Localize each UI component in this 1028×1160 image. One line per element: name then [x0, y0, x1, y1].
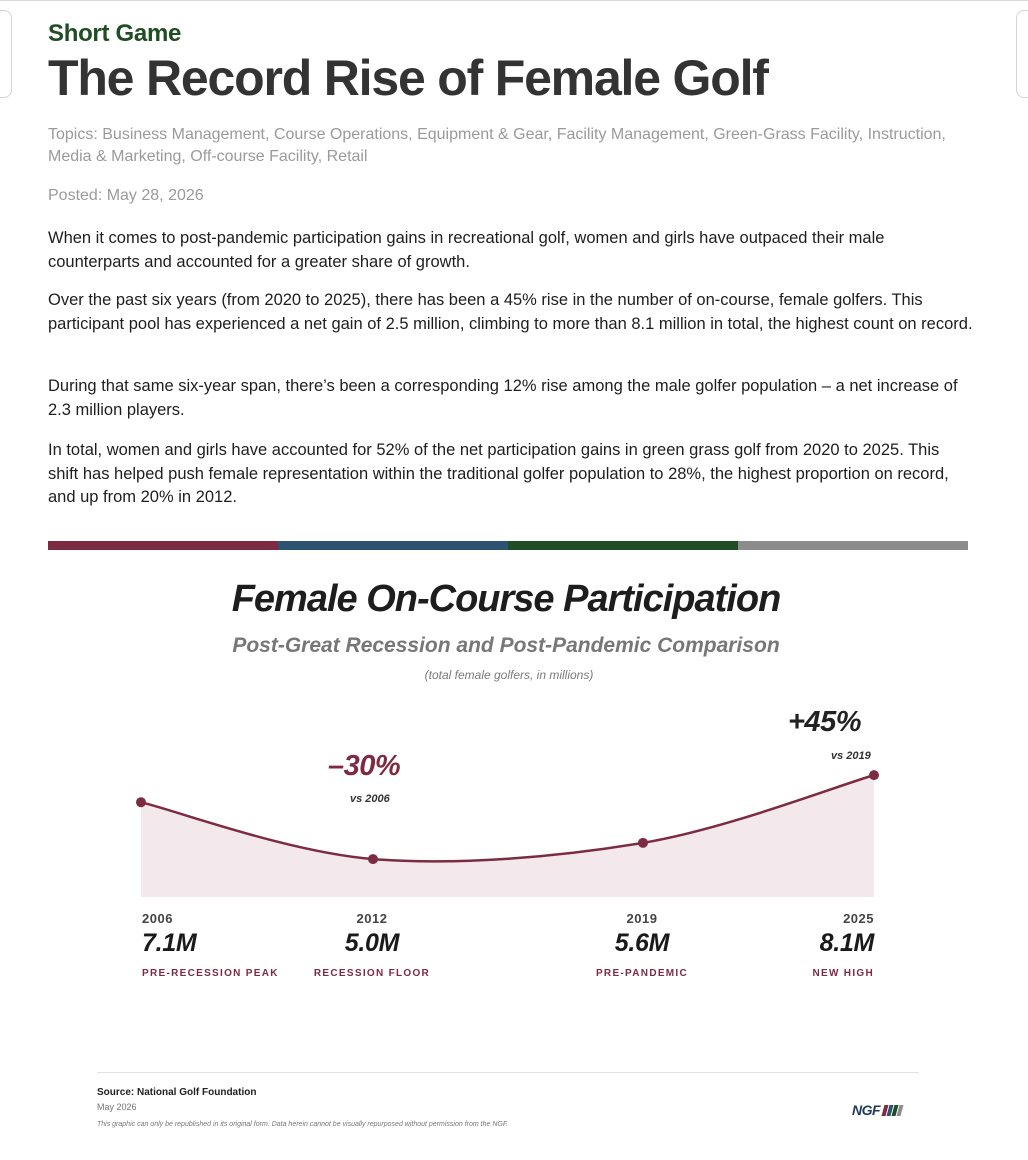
chart-date: May 2026: [97, 1102, 137, 1112]
data-point-2012: [368, 854, 378, 864]
chart-disclaimer: This graphic can only be republished in its original form. Data herein cannot be visually repurposed without permission from the NGF.: [97, 1121, 509, 1128]
article-kicker[interactable]: Short Game: [48, 20, 182, 47]
stat-label: PRE-PANDEMIC: [595, 968, 689, 979]
stat-2025: [740, 911, 874, 979]
article-paragraph: In total, women and girls have accounted for 52% of the net participation gains in green grass golf from 2020 to 2025. This shift has helped push female representation within the traditional golfer population to 28%, the highest proportion on record, and up from 20% in 2012.: [48, 441, 949, 506]
article-posted-date: Posted: May 28, 2026: [48, 187, 204, 204]
color-bar-segment: [48, 541, 278, 550]
stat-label: RECESSION FLOOR: [313, 968, 431, 979]
change-annotation-2025-baseline: vs 2019: [831, 750, 871, 762]
article-title: The Record Rise of Female Golf: [48, 50, 768, 106]
change-annotation-2012-baseline: vs 2006: [350, 793, 390, 805]
data-point-2025: [869, 770, 879, 780]
source-label: Source:: [97, 1087, 135, 1098]
top-border: [0, 0, 1028, 1]
stat-2012: [296, 911, 448, 979]
stat-year: 2019: [626, 911, 658, 926]
article-topics: Topics: Business Management, Course Operations, Equipment & Gear, Facility Management, Green-Grass Facility, Instruction, Media & Marketing, Off-course Facility, Retail: [48, 126, 946, 165]
previous-article-tab[interactable]: [0, 10, 12, 98]
change-annotation-2012: –30%: [328, 750, 401, 782]
next-article-tab[interactable]: [1016, 10, 1028, 98]
article-paragraph: When it comes to post-pandemic participation gains in recreational golf, women and girls have outpaced their male counterparts and accounted for a greater share of growth.: [48, 229, 885, 271]
data-point-2006: [136, 797, 146, 807]
ngf-logo-mark: [881, 1105, 904, 1116]
stat-year: 2025: [843, 911, 874, 926]
stat-label: PRE-RECESSION PEAK: [142, 968, 279, 979]
color-bar-segment: [738, 541, 968, 550]
chart-unit-note: (total female golfers, in millions): [424, 668, 594, 682]
chart-source: [97, 1087, 256, 1098]
stat-label: NEW HIGH: [812, 968, 874, 979]
stat-2006: [142, 911, 279, 979]
change-annotation-2025: +45%: [788, 706, 861, 738]
data-point-2019: [638, 838, 648, 848]
ngf-logo: [852, 1102, 902, 1118]
stat-2019: [572, 911, 712, 979]
footer-divider: [97, 1072, 919, 1073]
source-name: National Golf Foundation: [137, 1087, 257, 1098]
chart-area-fill: [141, 775, 874, 897]
stat-value: 5.6M: [614, 929, 670, 957]
color-bar-segment: [508, 541, 738, 550]
infographic-color-bar: [48, 541, 968, 550]
chart-title: Female On-Course Participation: [231, 578, 781, 620]
color-bar-segment: [278, 541, 508, 550]
stat-year: 2012: [356, 911, 388, 926]
article-paragraph: During that same six-year span, there’s been a corresponding 12% rise among the male golfer population – a net increase of 2.3 million players.: [48, 377, 958, 419]
chart-subtitle: Post-Great Recession and Post-Pandemic Comparison: [232, 634, 780, 657]
article-paragraph: Over the past six years (from 2020 to 2025), there has been a 45% rise in the number of on-course, female golfers. This participant pool has experienced a net gain of 2.5 million, climbing to more than 8.1 million in total, the highest count on record.: [48, 291, 973, 333]
ngf-logo-text: NGF: [852, 1102, 881, 1118]
stat-value: 7.1M: [142, 929, 197, 957]
stat-value: 5.0M: [344, 929, 400, 957]
stat-value: 8.1M: [819, 929, 874, 957]
participation-area-chart: [0, 690, 1028, 910]
stat-year: 2006: [142, 911, 173, 926]
